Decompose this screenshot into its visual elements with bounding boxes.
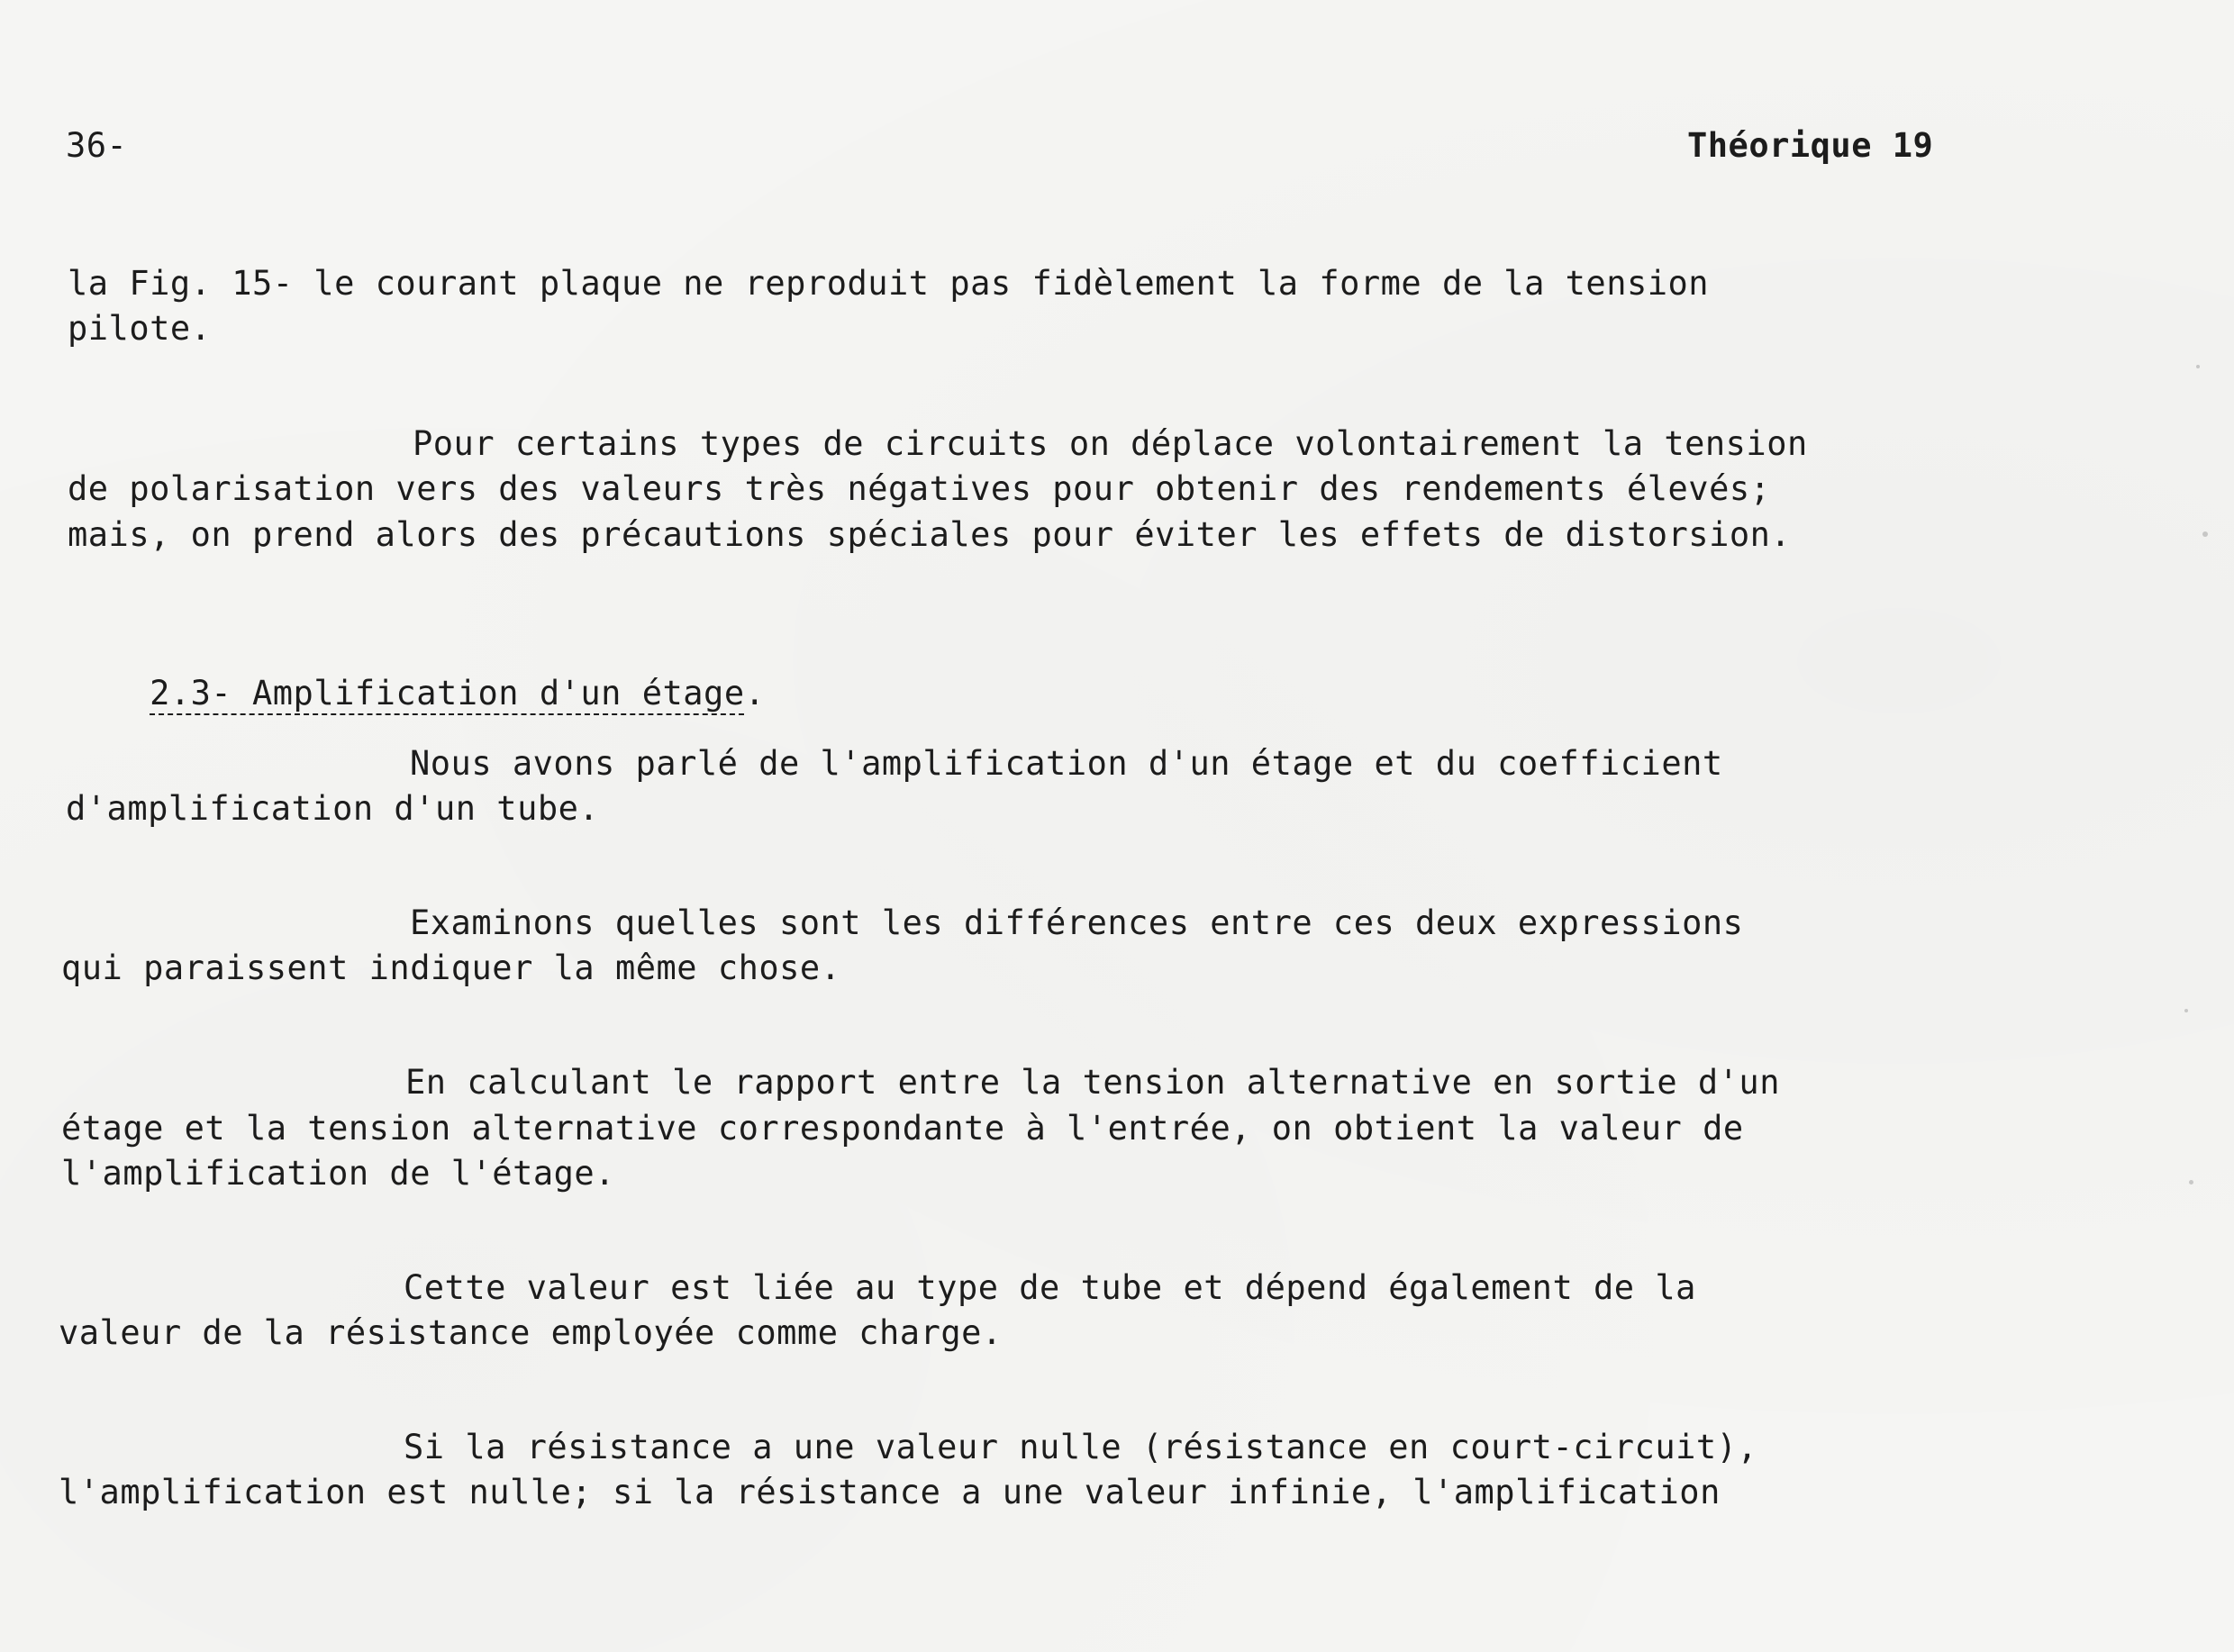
scan-speck	[2196, 365, 2200, 368]
scan-speck	[2189, 1180, 2193, 1185]
paragraph-1-line-1: la Fig. 15- le courant plaque ne reproduit pas fidèlement la forme de la tension	[68, 264, 1710, 303]
paragraph-2-line-3: mais, on prend alors des précautions spéciales pour éviter les effets de distorsion.	[68, 515, 1792, 554]
paragraph-3-line-2: d'amplification d'un tube.	[66, 789, 600, 828]
scan-speck	[2202, 531, 2208, 537]
running-header: Théorique 19	[1687, 126, 1934, 165]
paragraph-2-line-1: Pour certains types de circuits on déplace volontairement la tension	[413, 424, 1808, 463]
paragraph-5-line-3: l'amplification de l'étage.	[61, 1154, 615, 1193]
scan-speck	[2184, 1009, 2188, 1012]
paragraph-5-line-2: étage et la tension alternative correspondante à l'entrée, on obtient la valeur de	[61, 1109, 1744, 1148]
section-heading-period: .	[744, 674, 766, 713]
section-heading-text: 2.3- Amplification d'un étage	[150, 674, 745, 713]
paragraph-2-line-2: de polarisation vers des valeurs très négatives pour obtenir des rendements élevés;	[68, 469, 1771, 508]
paragraph-4-line-2: qui paraissent indiquer la même chose.	[61, 949, 841, 987]
paragraph-6-line-1: Cette valeur est liée au type de tube et dépend également de la	[404, 1268, 1696, 1307]
paragraph-1-line-2: pilote.	[68, 309, 212, 348]
page-number: 36-	[66, 126, 128, 165]
paragraph-4-line-1: Examinons quelles sont les différences entre ces deux expressions	[410, 903, 1744, 942]
paragraph-7-line-2: l'amplification est nulle; si la résistance a une valeur infinie, l'amplification	[59, 1473, 1721, 1511]
paragraph-3-line-1: Nous avons parlé de l'amplification d'un étage et du coefficient	[410, 744, 1723, 783]
paragraph-6-line-2: valeur de la résistance employée comme charge.	[59, 1313, 1003, 1352]
paragraph-5-line-1: En calculant le rapport entre la tension alternative en sortie d'un	[405, 1063, 1780, 1102]
paragraph-7-line-1: Si la résistance a une valeur nulle (résistance en court-circuit),	[404, 1428, 1758, 1466]
